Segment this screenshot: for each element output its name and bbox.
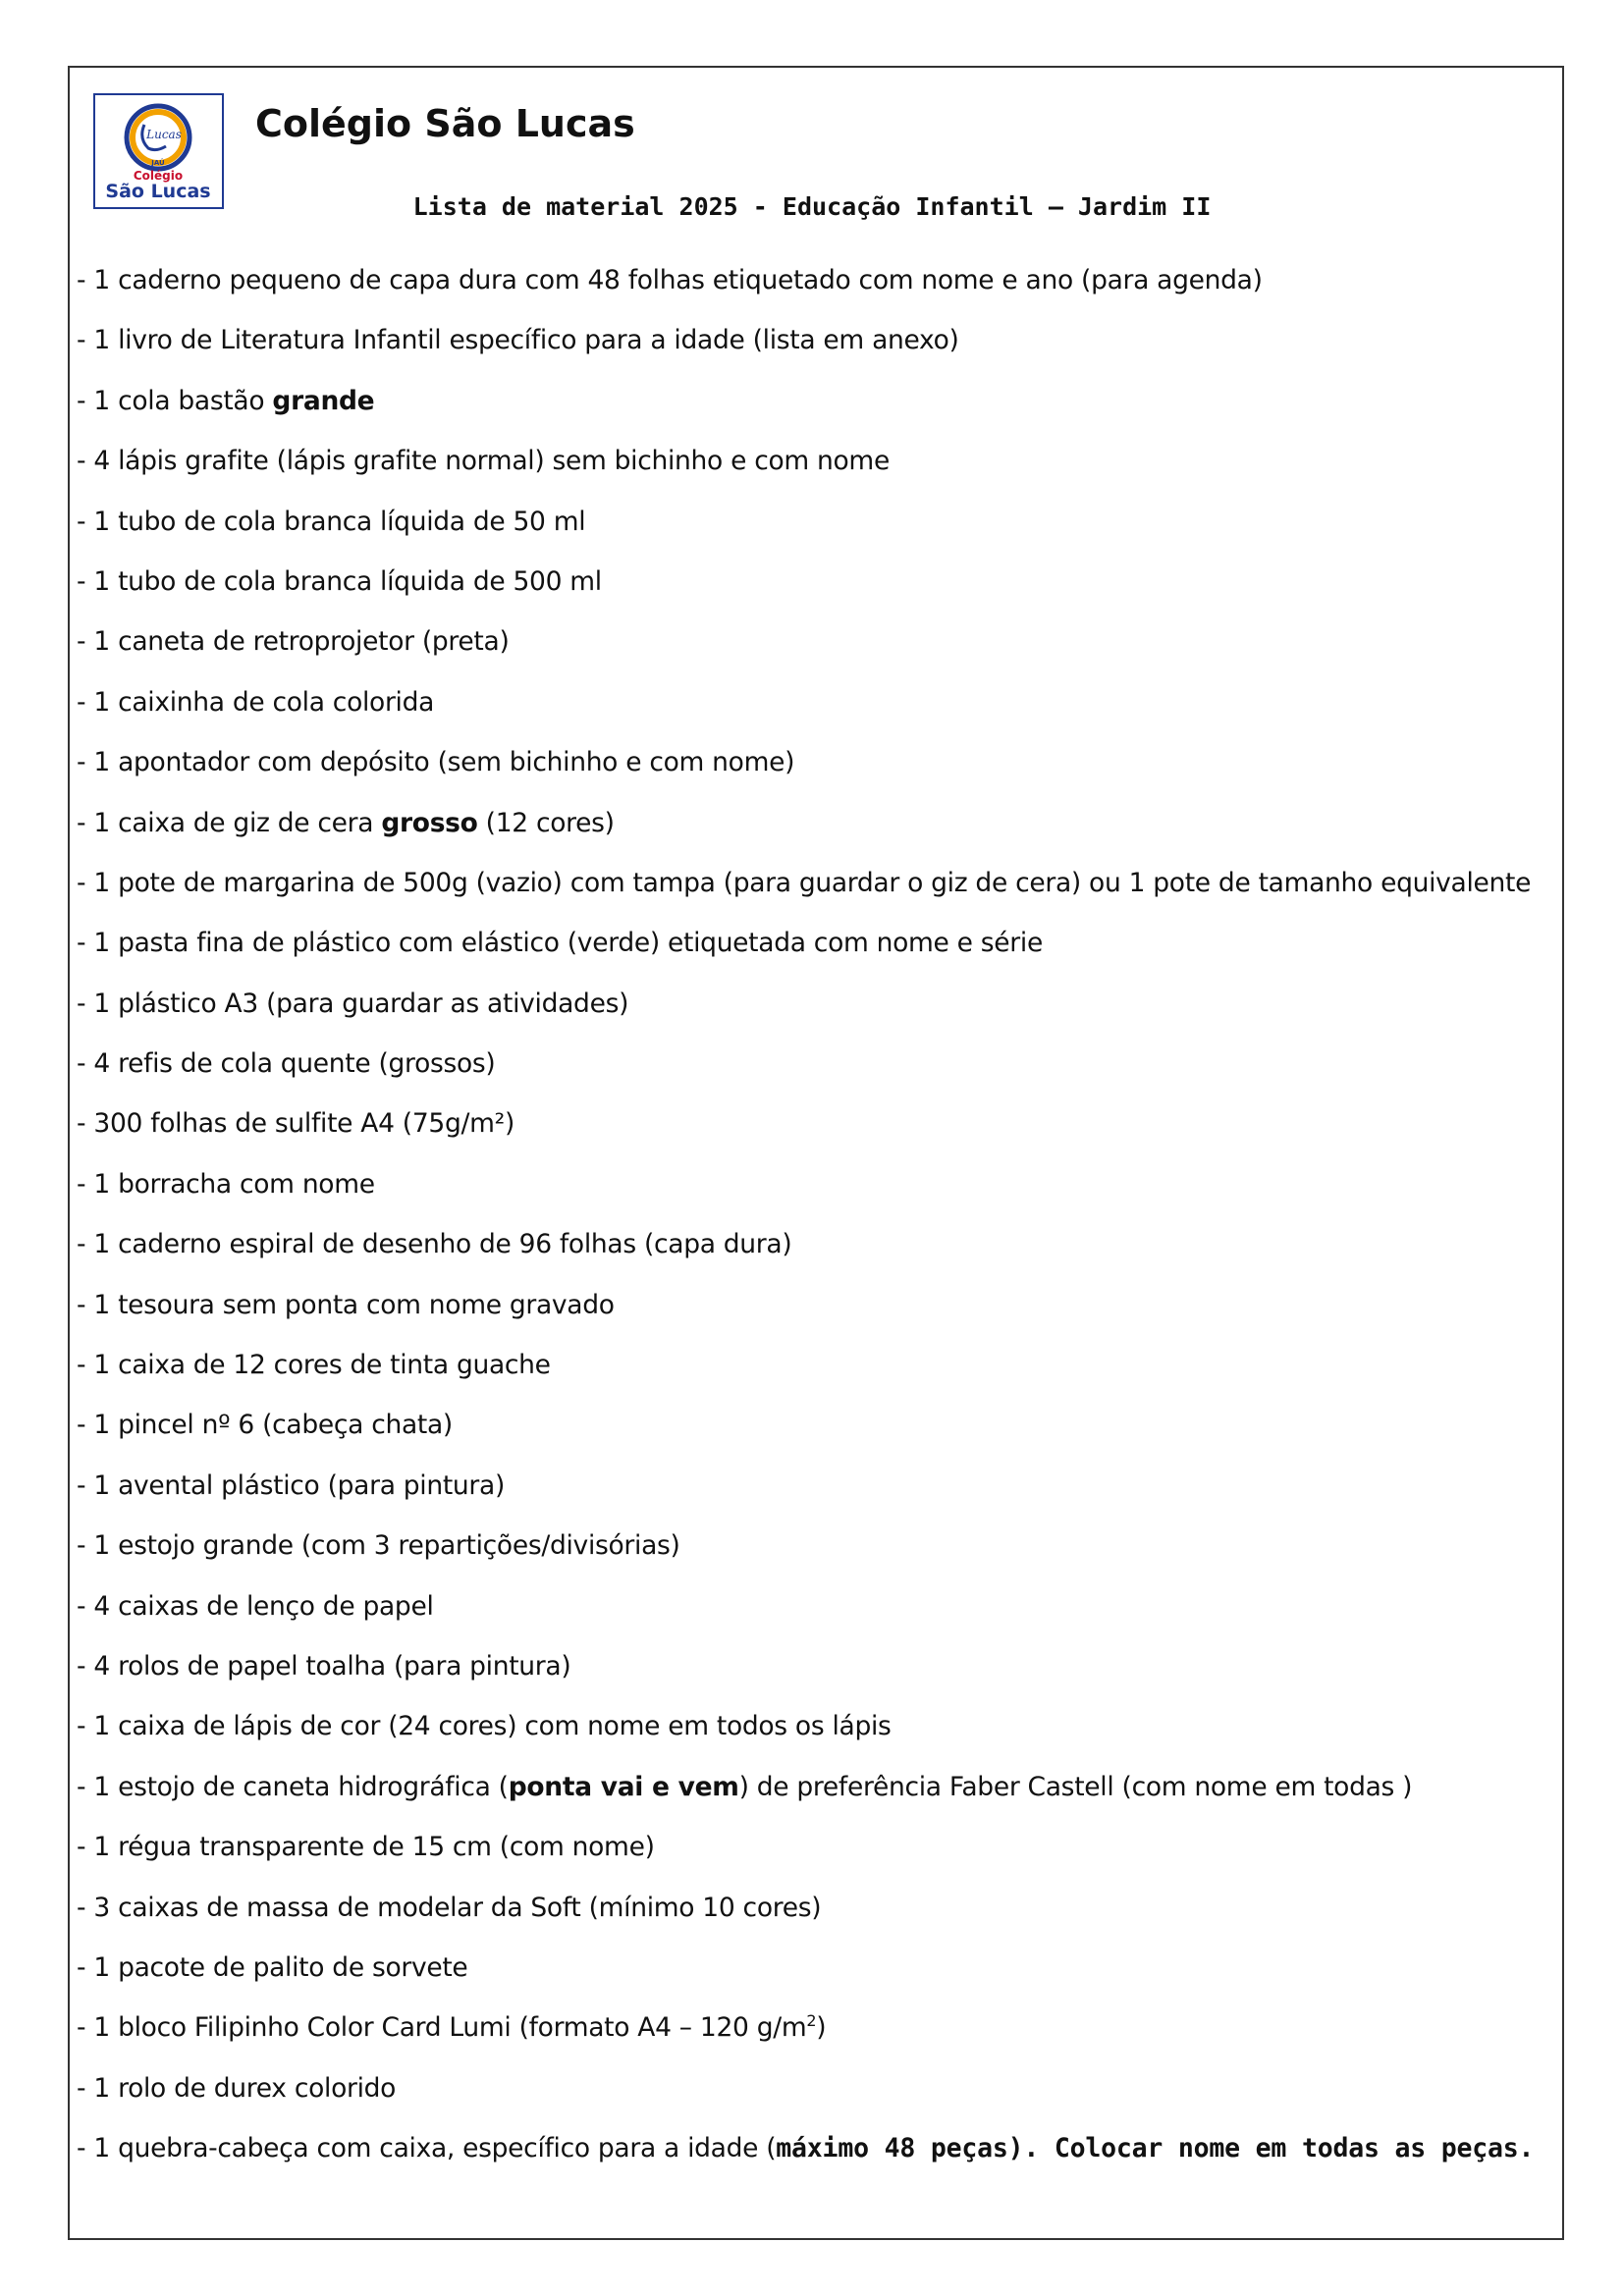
list-item	[77, 1466, 1534, 1525]
list-item-text: - 1 régua transparente de 15 cm (com nome)	[77, 1832, 655, 1863]
list-item	[77, 682, 1534, 742]
list-item	[77, 863, 1534, 923]
list-item	[77, 742, 1534, 802]
list-item	[77, 621, 1534, 681]
list-item-text: - 1 pacote de palito de sorvete	[77, 1951, 468, 1983]
list-item	[77, 1164, 1534, 1224]
logo-line1: Colégio	[133, 169, 184, 183]
list-item	[77, 2068, 1534, 2128]
list-item	[77, 923, 1534, 983]
list-title: Lista de material 2025 - Educação Infantil – Jardim II	[412, 192, 1212, 221]
list-item	[77, 502, 1534, 561]
list-item	[77, 1224, 1534, 1284]
list-item-text: - 4 lápis grafite (lápis grafite normal) sem bichinho e com nome	[77, 446, 890, 477]
list-item-text: - 1 caixa de giz de cera	[77, 807, 382, 838]
list-item	[77, 441, 1534, 501]
list-item-text: - 1 caixa de 12 cores de tinta guache	[77, 1350, 551, 1381]
list-item	[77, 1706, 1534, 1766]
list-item	[77, 1405, 1534, 1465]
list-item-text: - 1 borracha com nome	[77, 1168, 375, 1200]
list-item-text: )	[816, 2012, 827, 2044]
list-item-text: - 1 tesoura sem ponta com nome gravado	[77, 1289, 615, 1320]
list-item-text: - 1 caderno espiral de desenho de 96 folhas (capa dura)	[77, 1229, 792, 1260]
list-item-text: - 1 pincel nº 6 (cabeça chata)	[77, 1410, 453, 1441]
list-item	[77, 1345, 1534, 1405]
list-item	[77, 1767, 1534, 1827]
list-item	[77, 984, 1534, 1043]
list-item-text: - 1 plástico A3 (para guardar as atividades)	[77, 988, 629, 1019]
list-item-text: - 1 estojo de caneta hidrográfica (	[77, 1771, 509, 1802]
list-item	[77, 320, 1534, 380]
list-item-text: 2	[806, 2011, 817, 2031]
list-item-text: - 1 rolo de durex colorido	[77, 2072, 397, 2104]
list-item-text: - 1 caixa de lápis de cor (24 cores) com nome em todos os lápis	[77, 1711, 892, 1742]
list-item-text: - 1 tubo de cola branca líquida de 500 ml	[77, 565, 602, 597]
list-item-text: - 1 tubo de cola branca líquida de 50 ml	[77, 506, 586, 537]
logo-city-text: JAÚ	[151, 159, 165, 167]
list-item-text: - 3 caixas de massa de modelar da Soft (mínimo 10 cores)	[77, 1892, 822, 1923]
list-item-text: - 1 caixinha de cola colorida	[77, 686, 435, 718]
list-item-text: - 1 cola bastão	[77, 385, 273, 416]
school-logo-icon	[95, 95, 222, 207]
list-item-text: - 1 livro de Literatura Infantil específico para a idade (lista em anexo)	[77, 325, 959, 356]
list-item-text: - 1 quebra-cabeça com caixa, específico para a idade (	[77, 2133, 777, 2164]
list-item	[77, 1948, 1534, 2007]
list-item-text: ) de preferência Faber Castell (com nome em todas )	[738, 1771, 1413, 1802]
list-item-text: máximo 48 peças). Colocar nome em todas as peças.	[776, 2133, 1535, 2164]
list-item	[77, 803, 1534, 863]
list-item-text: - 4 rolos de papel toalha (para pintura)	[77, 1650, 571, 1682]
list-item	[77, 1646, 1534, 1706]
list-item-text: - 1 caderno pequeno de capa dura com 48 folhas etiquetado com nome e ano (para agenda)	[77, 265, 1263, 295]
list-item-text: - 1 estojo grande (com 3 repartições/divisórias)	[77, 1530, 680, 1562]
list-item-text: - 1 bloco Filipinho Color Card Lumi (formato A4 – 120 g/m	[77, 2012, 807, 2044]
logo-script-text: Lucas	[146, 128, 182, 141]
list-item	[77, 381, 1534, 441]
list-item-text: - 4 refis de cola quente (grossos)	[77, 1048, 496, 1080]
list-item-text: - 1 pote de margarina de 500g (vazio) com tampa (para guardar o giz de cera) ou 1 pote de tamanho equivalente	[77, 867, 1532, 898]
list-item	[77, 1285, 1534, 1345]
list-item-text: - 4 caixas de lenço de papel	[77, 1590, 434, 1622]
school-name: Colégio São Lucas	[255, 102, 635, 145]
list-item-text: - 1 pasta fina de plástico com elástico (verde) etiquetada com nome e série	[77, 928, 1043, 959]
list-item-text: grosso	[381, 807, 478, 838]
list-item	[77, 260, 1534, 320]
list-item	[77, 1827, 1534, 1887]
list-item-text: ponta vai e vem	[508, 1771, 739, 1802]
list-item	[77, 2128, 1534, 2188]
material-list	[77, 260, 1534, 2189]
list-item-text: - 1 avental plástico (para pintura)	[77, 1469, 505, 1501]
list-item	[77, 1103, 1534, 1163]
list-item-text: - 1 apontador com depósito (sem bichinho e com nome)	[77, 747, 795, 778]
list-item	[77, 2007, 1534, 2067]
list-item	[77, 1043, 1534, 1103]
list-item-text: - 300 folhas de sulfite A4 (75g/m²)	[77, 1108, 514, 1140]
list-item	[77, 561, 1534, 621]
list-item-text: (12 cores)	[477, 807, 615, 838]
list-item	[77, 1586, 1534, 1646]
list-item	[77, 1525, 1534, 1585]
list-item	[77, 1888, 1534, 1948]
list-item-text: grande	[272, 385, 375, 416]
logo-line2: São Lucas	[105, 181, 211, 202]
list-item-text: - 1 caneta de retroprojetor (preta)	[77, 626, 510, 658]
